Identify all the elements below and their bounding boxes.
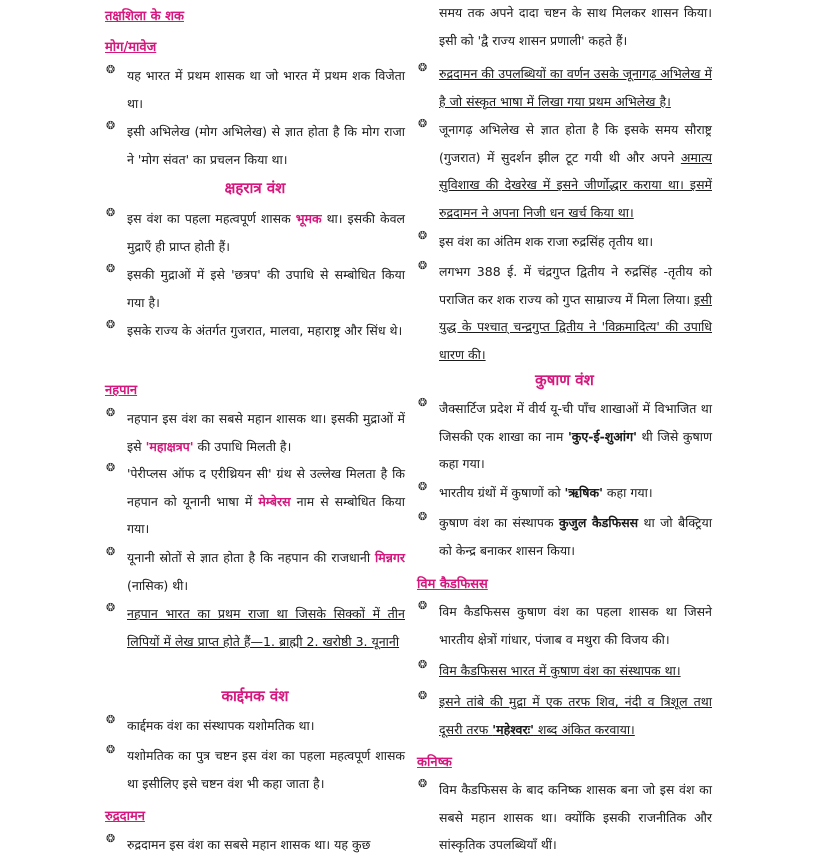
- bullet-icon: ❂: [418, 510, 428, 523]
- bullet-icon: ❂: [106, 713, 116, 726]
- bullet-item: [417, 60, 712, 115]
- bullet-icon: ❂: [418, 658, 428, 671]
- bullet-icon: ❂: [106, 206, 116, 219]
- bullet-item: [417, 657, 712, 685]
- bullet-icon: ❂: [106, 406, 116, 419]
- bullet-item: [105, 405, 405, 460]
- bullet-item: [105, 712, 405, 740]
- bullet-icon: ❂: [106, 318, 116, 331]
- bullet-text: यूनानी स्रोतों से ज्ञात होता है कि नहपान की राजधानी मिन्नगर (नासिक) थी।: [127, 550, 405, 593]
- bullet-icon: ❂: [106, 119, 116, 132]
- bullet-item: [105, 261, 405, 316]
- bullet-text: जैक्सार्टिज प्रदेश में वीर्य यू-ची पाँच शाखाओं में विभाजित था जिसकी एक शाखा का नाम 'कुए-ई-शुआंग' थी जिसे कुषाण कहा गया।: [439, 401, 712, 471]
- bullet-text: रुद्रदामन की उपलब्धियों का वर्णन उसके जूनागढ़ अभिलेख में है जो संस्कृत भाषा में लिखा गया प्रथम अभिलेख है।: [439, 66, 712, 109]
- bullet-icon: ❂: [106, 63, 116, 76]
- bullet-text: भारतीय ग्रंथों में कुषाणों को 'ऋषिक' कहा गया।: [439, 485, 653, 500]
- bullet-icon: ❂: [418, 777, 428, 790]
- bullet-item: [417, 776, 712, 859]
- subheading-rudradaman: रुद्रदामन: [105, 809, 145, 824]
- bullet-icon: ❂: [106, 545, 116, 558]
- bullet-item: [105, 205, 405, 260]
- bullet-text: इस वंश का पहला महत्वपूर्ण शासक भूमक था। इसकी केवल मुद्राएँ ही प्राप्त होती हैं।: [127, 211, 405, 254]
- bullet-icon: ❂: [106, 461, 116, 474]
- subheading-kanishk: कनिष्क: [417, 755, 452, 770]
- bullet-text: विम कैडफिसस भारत में कुषाण वंश का संस्थापक था।: [439, 663, 681, 678]
- heading-kshaharat: क्षहरात्र वंश: [224, 179, 286, 197]
- bullet-text: इस वंश का अंतिम शक राजा रुद्रसिंह तृतीय था।: [439, 234, 654, 249]
- bullet-icon: ❂: [418, 480, 428, 493]
- bullet-text: इसकी मुद्राओं में इसे 'छत्रप' की उपाधि से सम्बोधित किया गया है।: [127, 267, 405, 310]
- bullet-icon: ❂: [418, 396, 428, 409]
- heading-kardamak: कार्द्दमक वंश: [221, 687, 289, 705]
- bullet-icon: ❂: [418, 689, 428, 702]
- bullet-item: [105, 544, 405, 599]
- bullet-icon: ❂: [106, 262, 116, 275]
- bullet-item: [105, 742, 405, 797]
- bullet-text: रुद्रदामन इस वंश का सबसे महान शासक था। यह कुछ: [127, 837, 371, 852]
- bullet-text: इसी अभिलेख (मोग अभिलेख) से ज्ञात होता है कि मोग राजा ने 'मोग संवत' का प्रचलन किया था।: [127, 124, 405, 167]
- bullet-text: इसके राज्य के अंतर्गत गुजरात, मालवा, महाराष्ट्र और सिंध थे।: [127, 323, 403, 338]
- subheading-vim-kadphises: विम कैडफिसस: [417, 577, 488, 592]
- bullet-icon: ❂: [106, 743, 116, 756]
- bullet-icon: ❂: [418, 599, 428, 612]
- bullet-item: [105, 831, 405, 859]
- bullet-item: [417, 116, 712, 226]
- bullet-text: नहपान भारत का प्रथम राजा था जिसके सिक्कों में तीन लिपियों में लेख प्राप्त होते हैं—1. ब्राह्मी 2. खरोष्ठी 3. यूनानी: [127, 606, 405, 649]
- bullet-icon: ❂: [418, 117, 428, 130]
- continued-text: [417, 0, 712, 54]
- bullet-item: [105, 118, 405, 173]
- heading-kushan: कुषाण वंश: [535, 371, 594, 389]
- bullet-icon: ❂: [106, 601, 116, 614]
- bullet-item: [417, 688, 712, 743]
- bullet-item: [105, 460, 405, 543]
- bullet-text: इसने तांबे की मुद्रा में एक तरफ शिव, नंदी व त्रिशूल तथा दूसरी तरफ 'महेश्वरः' शब्द अंकित करवाया।: [439, 694, 712, 737]
- bullet-text: विम कैडफिसस के बाद कनिष्क शासक बना जो इस वंश का सबसे महान शासक था। क्योंकि इसकी राजनीतिक और सांस्कृतिक उपलब्धियाँ थीं।: [439, 782, 712, 852]
- bullet-text: समय तक अपने दादा चष्टन के साथ मिलकर शासन किया। इसी को 'द्वै राज्य शासन प्रणाली' कहते हैं।: [439, 5, 712, 48]
- bullet-item: [417, 395, 712, 478]
- bullet-text: कार्द्दमक वंश का संस्थापक यशोमतिक था।: [127, 718, 315, 733]
- subheading-nahpan: नहपान: [105, 383, 138, 398]
- bullet-text: कुषाण वंश का संस्थापक कुजुल कैडफिसस था जो बैक्ट्रिया को केन्द्र बनाकर शासन किया।: [439, 515, 713, 558]
- bullet-text: यशोमतिक का पुत्र चष्टन इस वंश का पहला महत्वपूर्ण शासक था इसीलिए इसे चष्टन वंश भी कहा जाता है।: [127, 748, 405, 791]
- bullet-icon: ❂: [106, 832, 116, 845]
- bullet-item: [417, 228, 712, 256]
- bullet-text: 'पेरीप्लस ऑफ द एरीथ्रियन सी' ग्रंथ से उल्लेख मिलता है कि नहपान को यूनानी भाषा में मेम्बेरस नाम से सम्बोधित किया गया।: [127, 466, 405, 536]
- bullet-text: जूनागढ़ अभिलेख से ज्ञात होता है कि इसके समय सौराष्ट्र (गुजरात) में सुदर्शन झील टूट गयी थी और अपने अमात्य सुविशाख की देखरेख में इसने जीर्णोद्धार कराया था। इसमें रुद्रदामन ने अपना निजी धन खर्च किया था।: [439, 122, 712, 220]
- bullet-item: [417, 258, 712, 368]
- bullet-text: नहपान इस वंश का सबसे महान शासक था। इसकी मुद्राओं में इसे 'महाक्षत्रप' की उपाधि मिलती है।: [127, 411, 405, 454]
- bullet-item: [105, 62, 405, 117]
- bullet-item: [105, 317, 405, 345]
- bullet-icon: ❂: [418, 259, 428, 272]
- bullet-text: लगभग 388 ई. में चंद्रगुप्त द्वितीय ने रुद्रसिंह -तृतीय को पराजित कर शक राज्य को गुप्त साम्राज्य में मिला लिया। इसी युद्ध के पश्चात् चन्द्रगुप्त द्वितीय ने 'विक्रमादित्य' की उपाधि धारण की।: [439, 264, 712, 362]
- bullet-item: [417, 598, 712, 653]
- bullet-item: [417, 509, 712, 564]
- bullet-item: [105, 600, 405, 655]
- bullet-text: विम कैडफिसस कुषाण वंश का पहला शासक था जिसने भारतीय क्षेत्रों गांधार, पंजाब व मथुरा की विजय की।: [439, 604, 712, 647]
- bullet-icon: ❂: [418, 229, 428, 242]
- bullet-item: [417, 479, 712, 507]
- bullet-text: यह भारत में प्रथम शासक था जो भारत में प्रथम शक विजेता था।: [127, 68, 405, 111]
- title-taxila-shak: तक्षशिला के शक: [105, 9, 184, 24]
- bullet-icon: ❂: [418, 61, 428, 74]
- subheading-mog: मोग/मावेज: [105, 40, 157, 55]
